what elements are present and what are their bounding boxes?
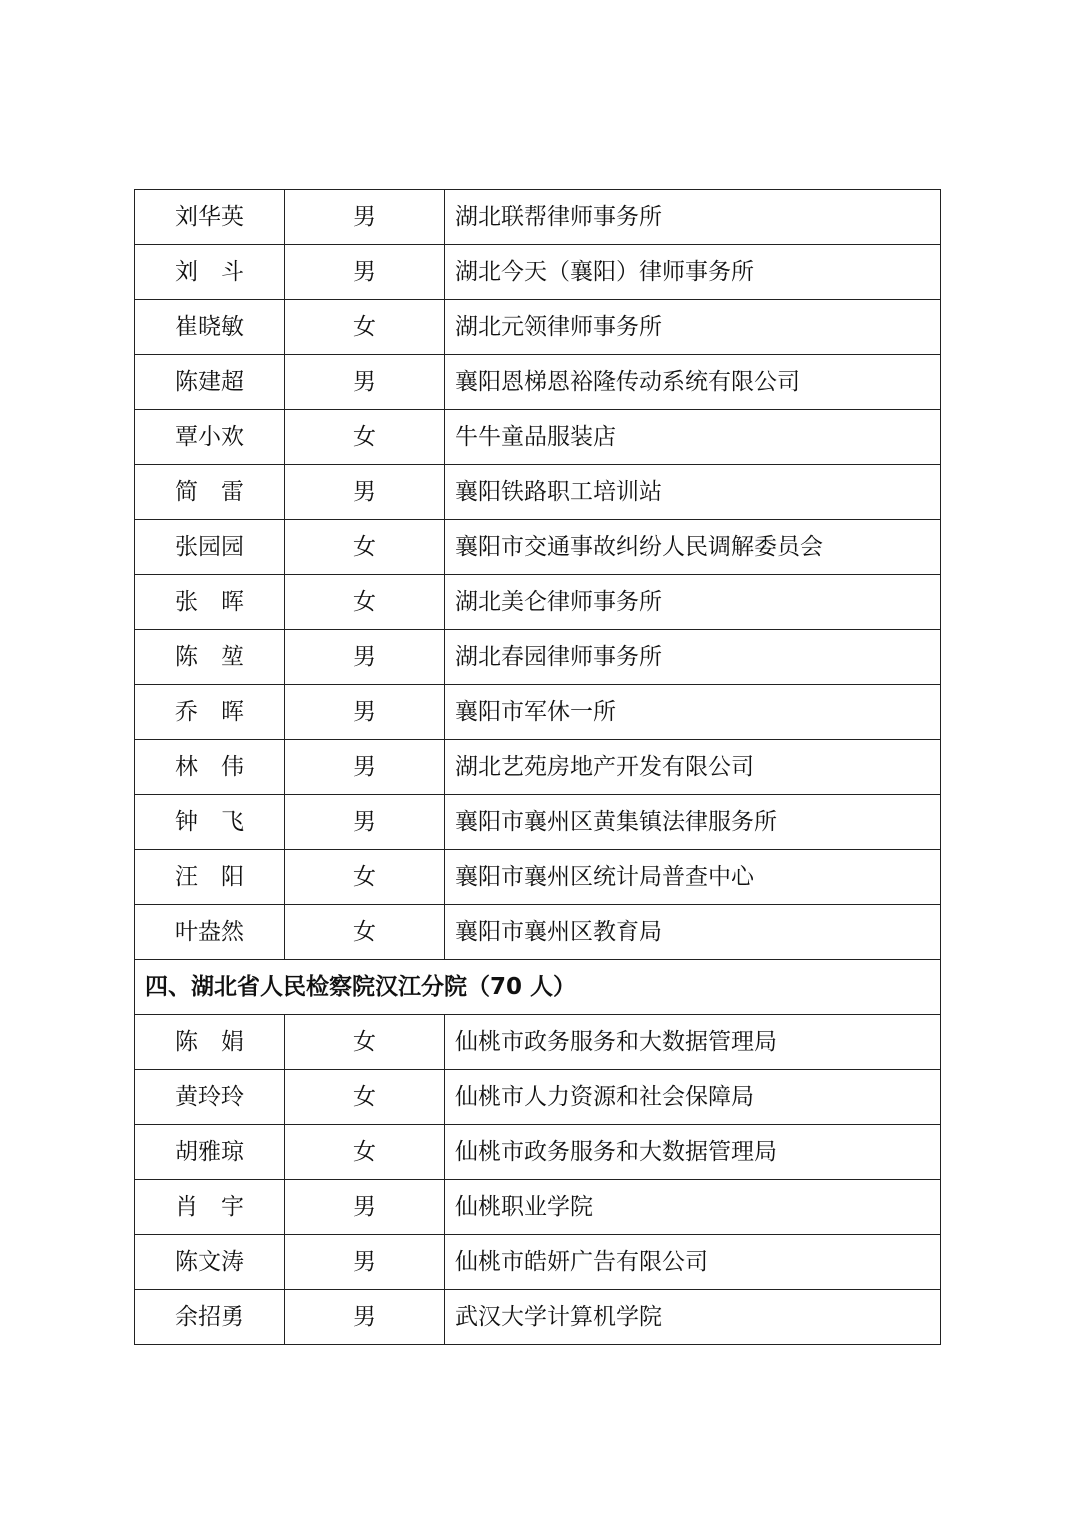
gender-cell: 女 <box>285 1125 445 1180</box>
table-row <box>135 300 941 355</box>
gender-cell: 男 <box>285 190 445 245</box>
gender-cell: 男 <box>285 795 445 850</box>
organization-cell: 襄阳市襄州区黄集镇法律服务所 <box>445 795 941 850</box>
gender-cell: 男 <box>285 355 445 410</box>
gender-cell: 男 <box>285 685 445 740</box>
table-row <box>135 410 941 465</box>
gender-cell: 男 <box>285 740 445 795</box>
gender-cell: 男 <box>285 1235 445 1290</box>
organization-cell: 襄阳市交通事故纠纷人民调解委员会 <box>445 520 941 575</box>
gender-cell: 女 <box>285 410 445 465</box>
name-cell: 胡雅琼 <box>135 1125 285 1180</box>
organization-cell: 襄阳恩梯恩裕隆传动系统有限公司 <box>445 355 941 410</box>
gender-cell: 男 <box>285 1180 445 1235</box>
gender-cell: 女 <box>285 850 445 905</box>
organization-cell: 仙桃职业学院 <box>445 1180 941 1235</box>
roster-body <box>135 190 941 1345</box>
name-cell: 黄玲玲 <box>135 1070 285 1125</box>
table-row <box>135 355 941 410</box>
organization-cell: 武汉大学计算机学院 <box>445 1290 941 1345</box>
section-title: 四、湖北省人民检察院汉江分院（70 人） <box>135 960 941 1015</box>
table-row <box>135 1070 941 1125</box>
name-cell: 简 雷 <box>135 465 285 520</box>
table-row <box>135 465 941 520</box>
table-row <box>135 575 941 630</box>
name-cell: 陈 堃 <box>135 630 285 685</box>
organization-cell: 仙桃市皓妍广告有限公司 <box>445 1235 941 1290</box>
roster-table <box>134 189 941 1345</box>
table-row <box>135 740 941 795</box>
organization-cell: 仙桃市人力资源和社会保障局 <box>445 1070 941 1125</box>
table-row <box>135 1180 941 1235</box>
name-cell: 叶盎然 <box>135 905 285 960</box>
gender-cell: 女 <box>285 575 445 630</box>
gender-cell: 男 <box>285 465 445 520</box>
table-row <box>135 190 941 245</box>
name-cell: 陈文涛 <box>135 1235 285 1290</box>
table-row <box>135 905 941 960</box>
name-cell: 汪 阳 <box>135 850 285 905</box>
table-row <box>135 1235 941 1290</box>
table-row <box>135 630 941 685</box>
organization-cell: 湖北美仑律师事务所 <box>445 575 941 630</box>
table-row <box>135 1125 941 1180</box>
name-cell: 覃小欢 <box>135 410 285 465</box>
gender-cell: 女 <box>285 300 445 355</box>
organization-cell: 牛牛童品服装店 <box>445 410 941 465</box>
table-row <box>135 1290 941 1345</box>
name-cell: 陈建超 <box>135 355 285 410</box>
table-row <box>135 850 941 905</box>
table-row <box>135 795 941 850</box>
organization-cell: 襄阳市襄州区教育局 <box>445 905 941 960</box>
organization-cell: 湖北元领律师事务所 <box>445 300 941 355</box>
organization-cell: 湖北今天（襄阳）律师事务所 <box>445 245 941 300</box>
gender-cell: 男 <box>285 1290 445 1345</box>
table-row <box>135 245 941 300</box>
organization-cell: 湖北艺苑房地产开发有限公司 <box>445 740 941 795</box>
table-row <box>135 520 941 575</box>
gender-cell: 女 <box>285 905 445 960</box>
name-cell: 林 伟 <box>135 740 285 795</box>
section-header-row <box>135 960 941 1015</box>
name-cell: 乔 晖 <box>135 685 285 740</box>
name-cell: 刘华英 <box>135 190 285 245</box>
organization-cell: 襄阳市襄州区统计局普查中心 <box>445 850 941 905</box>
name-cell: 崔晓敏 <box>135 300 285 355</box>
organization-cell: 湖北春园律师事务所 <box>445 630 941 685</box>
gender-cell: 女 <box>285 1070 445 1125</box>
organization-cell: 仙桃市政务服务和大数据管理局 <box>445 1125 941 1180</box>
name-cell: 张园园 <box>135 520 285 575</box>
table-row <box>135 1015 941 1070</box>
organization-cell: 湖北联帮律师事务所 <box>445 190 941 245</box>
name-cell: 刘 斗 <box>135 245 285 300</box>
organization-cell: 襄阳铁路职工培训站 <box>445 465 941 520</box>
gender-cell: 女 <box>285 520 445 575</box>
name-cell: 张 晖 <box>135 575 285 630</box>
name-cell: 余招勇 <box>135 1290 285 1345</box>
table-row <box>135 685 941 740</box>
organization-cell: 襄阳市军休一所 <box>445 685 941 740</box>
name-cell: 肖 宇 <box>135 1180 285 1235</box>
organization-cell: 仙桃市政务服务和大数据管理局 <box>445 1015 941 1070</box>
name-cell: 陈 娟 <box>135 1015 285 1070</box>
name-cell: 钟 飞 <box>135 795 285 850</box>
gender-cell: 女 <box>285 1015 445 1070</box>
gender-cell: 男 <box>285 630 445 685</box>
gender-cell: 男 <box>285 245 445 300</box>
